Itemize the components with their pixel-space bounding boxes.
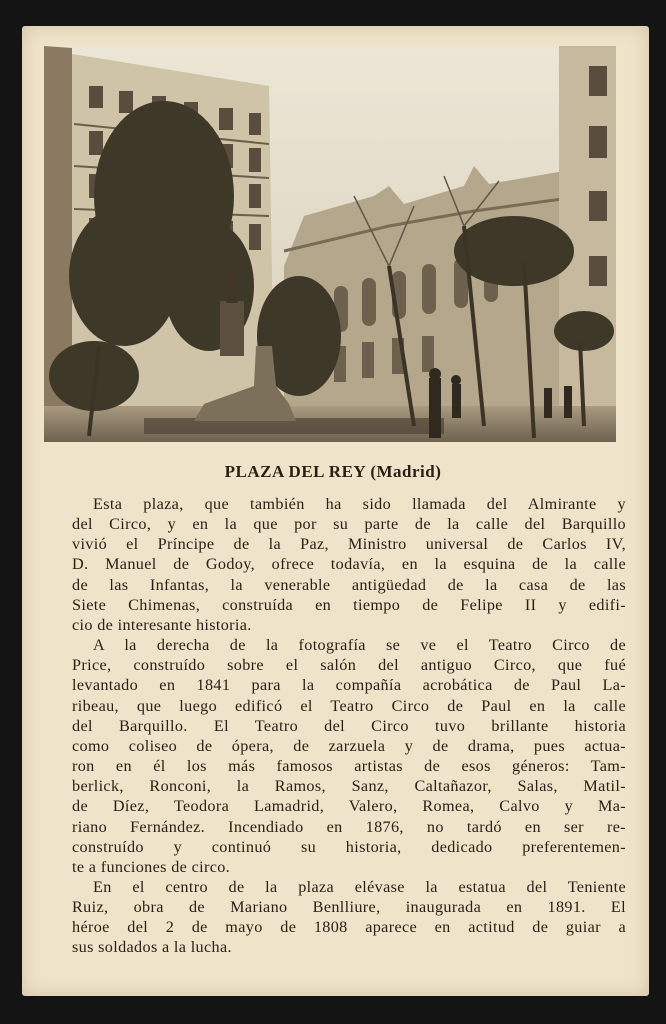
- text-line: sus soldados a la lucha.: [72, 938, 232, 957]
- text-line: Price, construído sobre el salón del antiguo Circo, que fué: [72, 656, 626, 675]
- text-line: te a funciones de circo.: [72, 857, 231, 876]
- text-line: Siete Chimenas, construída en tiempo de Felipe II y edifi-: [72, 595, 626, 614]
- postcard-title: PLAZA DEL REY (Madrid): [224, 462, 442, 481]
- description-text: [72, 494, 626, 958]
- text-line: D. Manuel de Godoy, ofrece todavía, en la esquina de la calle: [72, 555, 626, 574]
- text-line: del Barquillo. El Teatro del Circo tuvo brillante historia: [72, 716, 626, 735]
- text-line: de las Infantas, la venerable antigüedad de la casa de las: [72, 575, 626, 594]
- text-line: cio de interesante historia.: [72, 615, 252, 634]
- text-line: A la derecha de la fotografía se ve el Teatro Circo de: [93, 636, 626, 655]
- text-line: del Circo, y en la que por su parte de la calle del Barquillo: [72, 515, 626, 534]
- text-line: héroe del 2 de mayo de 1808 aparece en actitud de guiar a: [72, 918, 626, 937]
- text-line: ron en él los más famosos artistas de esos géneros: Tam-: [72, 757, 626, 776]
- text-line: construído y continuó su historia, dedicado preferentemen-: [72, 837, 626, 856]
- text-line: ribeau, que luego edificó el Teatro Circo de Paul en la calle: [72, 696, 626, 715]
- text-line: En el centro de la plaza elévase la estatua del Teniente: [93, 877, 626, 896]
- text-line: berlick, Ronconi, la Ramos, Sanz, Caltañazor, Salas, Matil-: [72, 777, 626, 796]
- text-line: riano Fernández. Incendiado en 1876, no tardó en ser re-: [72, 817, 626, 836]
- text-line: Esta plaza, que también ha sido llamada del Almirante y: [93, 495, 626, 513]
- text-line: Ruiz, obra de Mariano Benlliure, inaugurada en 1891. El: [72, 898, 626, 917]
- plaza-photograph: [44, 46, 616, 442]
- text-line: levantado en 1841 para la compañía acrobática de Paul La-: [72, 676, 626, 695]
- text-line: vivió el Príncipe de la Paz, Ministro universal de Carlos IV,: [72, 535, 626, 554]
- text-line: de Díez, Teodora Lamadrid, Valero, Romea, Calvo y Ma-: [72, 797, 626, 816]
- text-line: como coliseo de ópera, de zarzuela y de drama, pues actua-: [72, 736, 626, 755]
